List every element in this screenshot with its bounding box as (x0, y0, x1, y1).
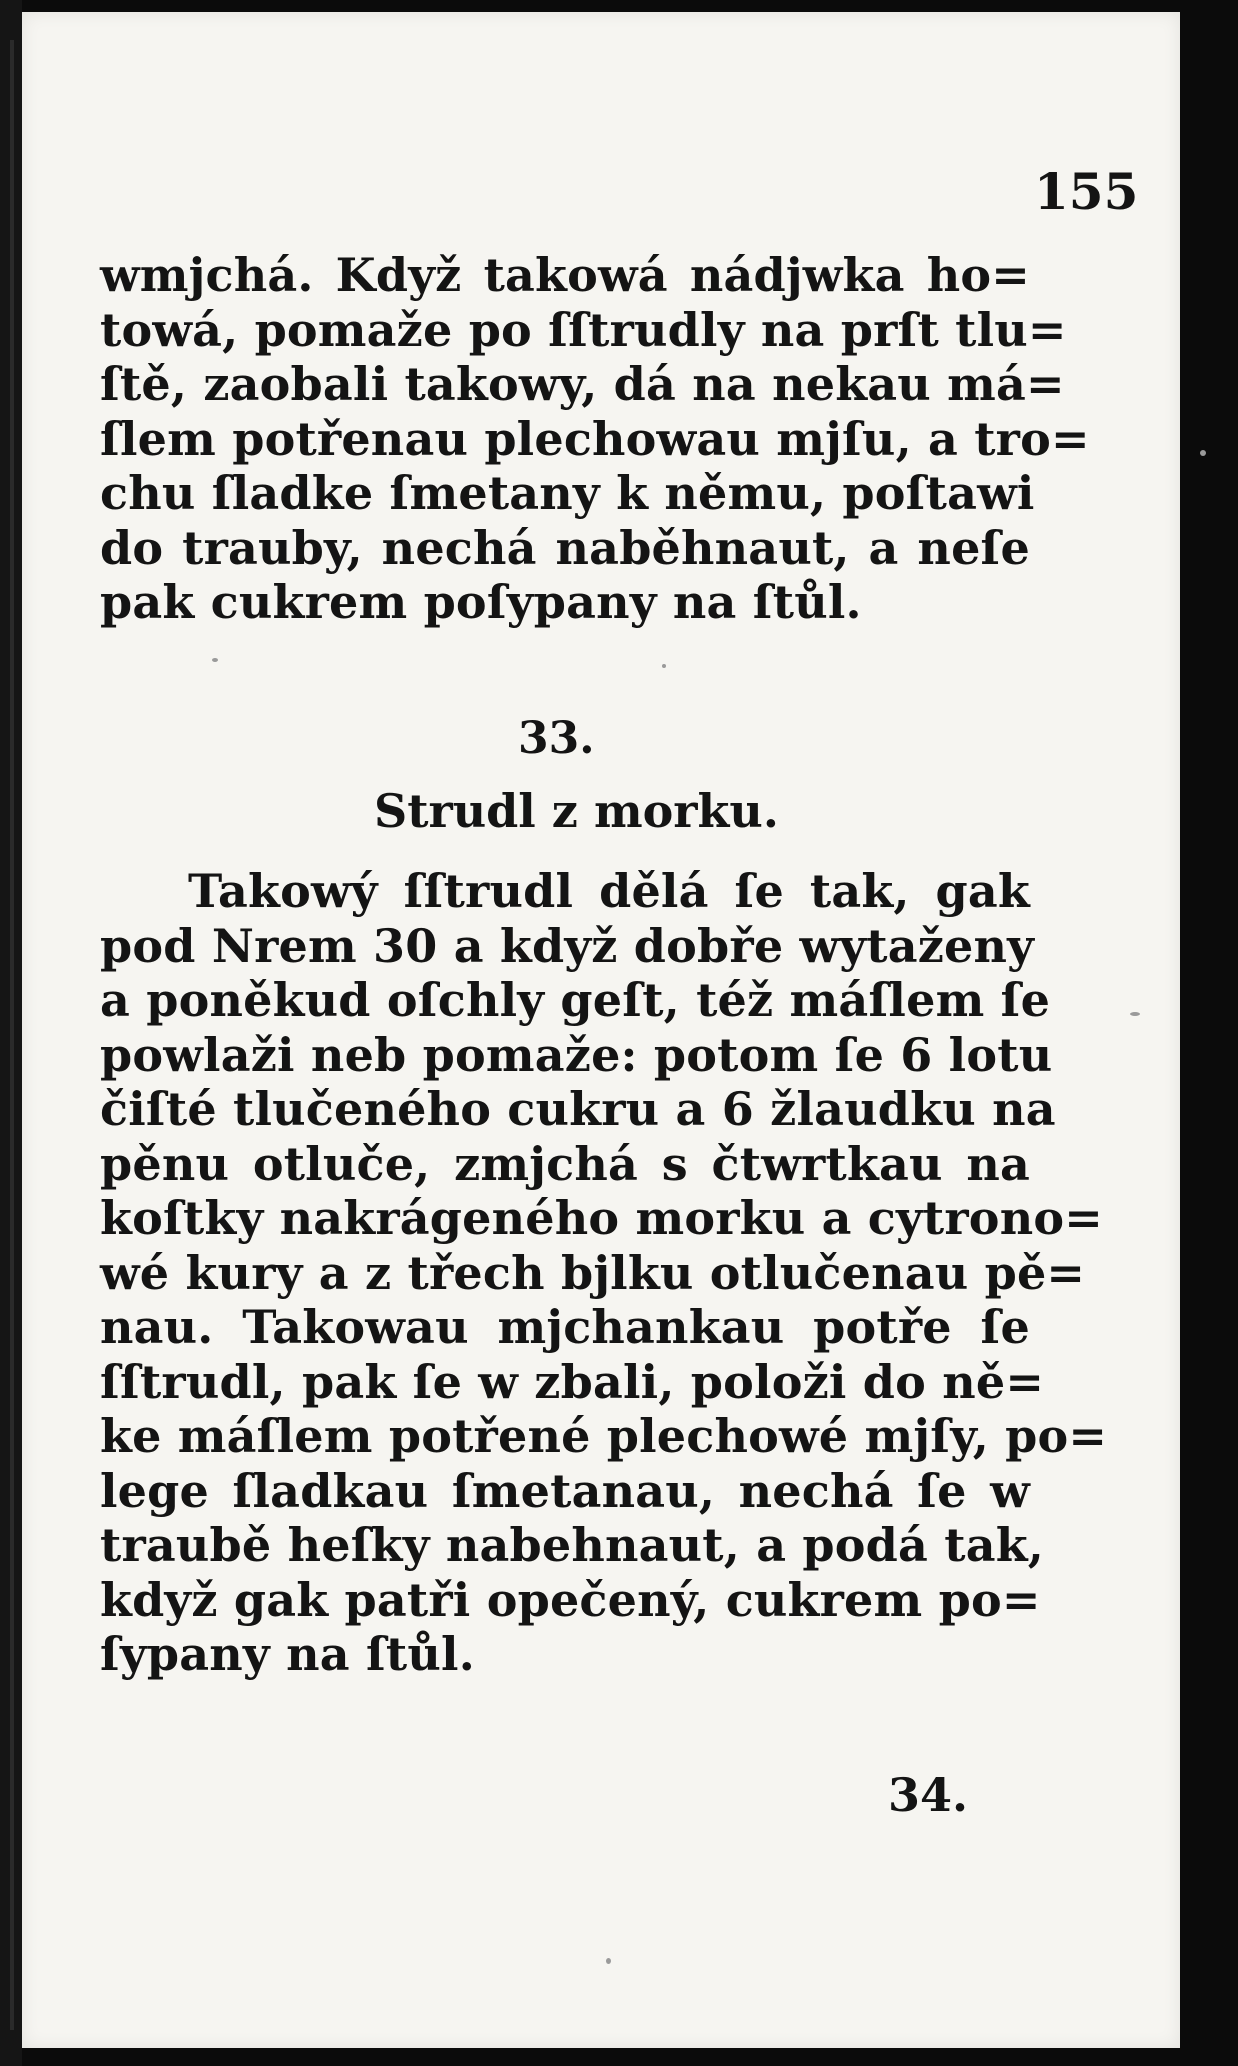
text-line: Takowý ſſtrudl dělá ſe tak, gak (188, 864, 1030, 918)
text-line: a poněkud oſchly geſt, též máſlem ſe (100, 973, 1051, 1027)
text-line: ke máſlem potřené plechowé mjſy, po= (100, 1409, 1108, 1463)
text-line: lege ſladkau ſmetanau, nechá ſe w (100, 1463, 1030, 1518)
text-line: koſtky nakrágeného morku a cytrono= (100, 1191, 1103, 1245)
recipe-body (100, 864, 1108, 1682)
text-line: powlaži neb pomaže: potom ſe 6 lotu (100, 1027, 1053, 1082)
binding-gutter (0, 0, 22, 2066)
recipe-number: 33. (518, 713, 595, 764)
paper-speck (1130, 1012, 1140, 1016)
paper-speck (212, 658, 218, 662)
text-line: traubě heſky nabehnaut, a podá tak, (100, 1518, 1044, 1572)
text-line: nau. Takowau mjchankau potře ſe (100, 1300, 1030, 1354)
text-line: chu ſladke ſmetany k němu, poſtawi (100, 466, 1035, 520)
text-line: pak cukrem poſypany na ſtůl. (100, 575, 862, 629)
text-line: do trauby, nechá naběhnaut, a neſe (100, 520, 1030, 575)
text-line: wé kury a z třech bjlku otlučenau pě= (100, 1245, 1086, 1300)
recipe-title: Strudl z morku. (374, 784, 779, 838)
text-line: towá, pomaže po ſſtrudly na prſt tlu= (100, 302, 1067, 357)
paper-speck (606, 1958, 611, 1964)
paper-page (22, 12, 1180, 2048)
text-line: pěnu otluče, zmjchá s čtwrtkau na (100, 1136, 1030, 1191)
gutter-edge (10, 40, 14, 2030)
text-line: wmjchá. Když takowá nádjwka ho= (100, 248, 1030, 302)
text-line: pod Nrem 30 a když dobře wytaženy (100, 918, 1035, 973)
catchword: 34. (888, 1768, 969, 1822)
text-line: ſtě, zaobali takowy, dá na nekau má= (100, 357, 1065, 411)
text-line: ſlem potřenau plechowau mjſu, a tro= (100, 411, 1090, 466)
text-line: když gak patři opečený, cukrem po= (100, 1572, 1041, 1627)
paper-speck (662, 664, 666, 668)
paper-speck (1200, 450, 1206, 456)
paragraph-continued (100, 248, 1090, 630)
text-line: čiſté tlučeného cukru a 6 žlaudku na (100, 1082, 1056, 1136)
text-line: ſſtrudl, pak ſe w zbali, položi do ně= (100, 1354, 1045, 1409)
text-line: ſypany na ſtůl. (100, 1627, 475, 1681)
page-number: 155 (1034, 162, 1139, 221)
